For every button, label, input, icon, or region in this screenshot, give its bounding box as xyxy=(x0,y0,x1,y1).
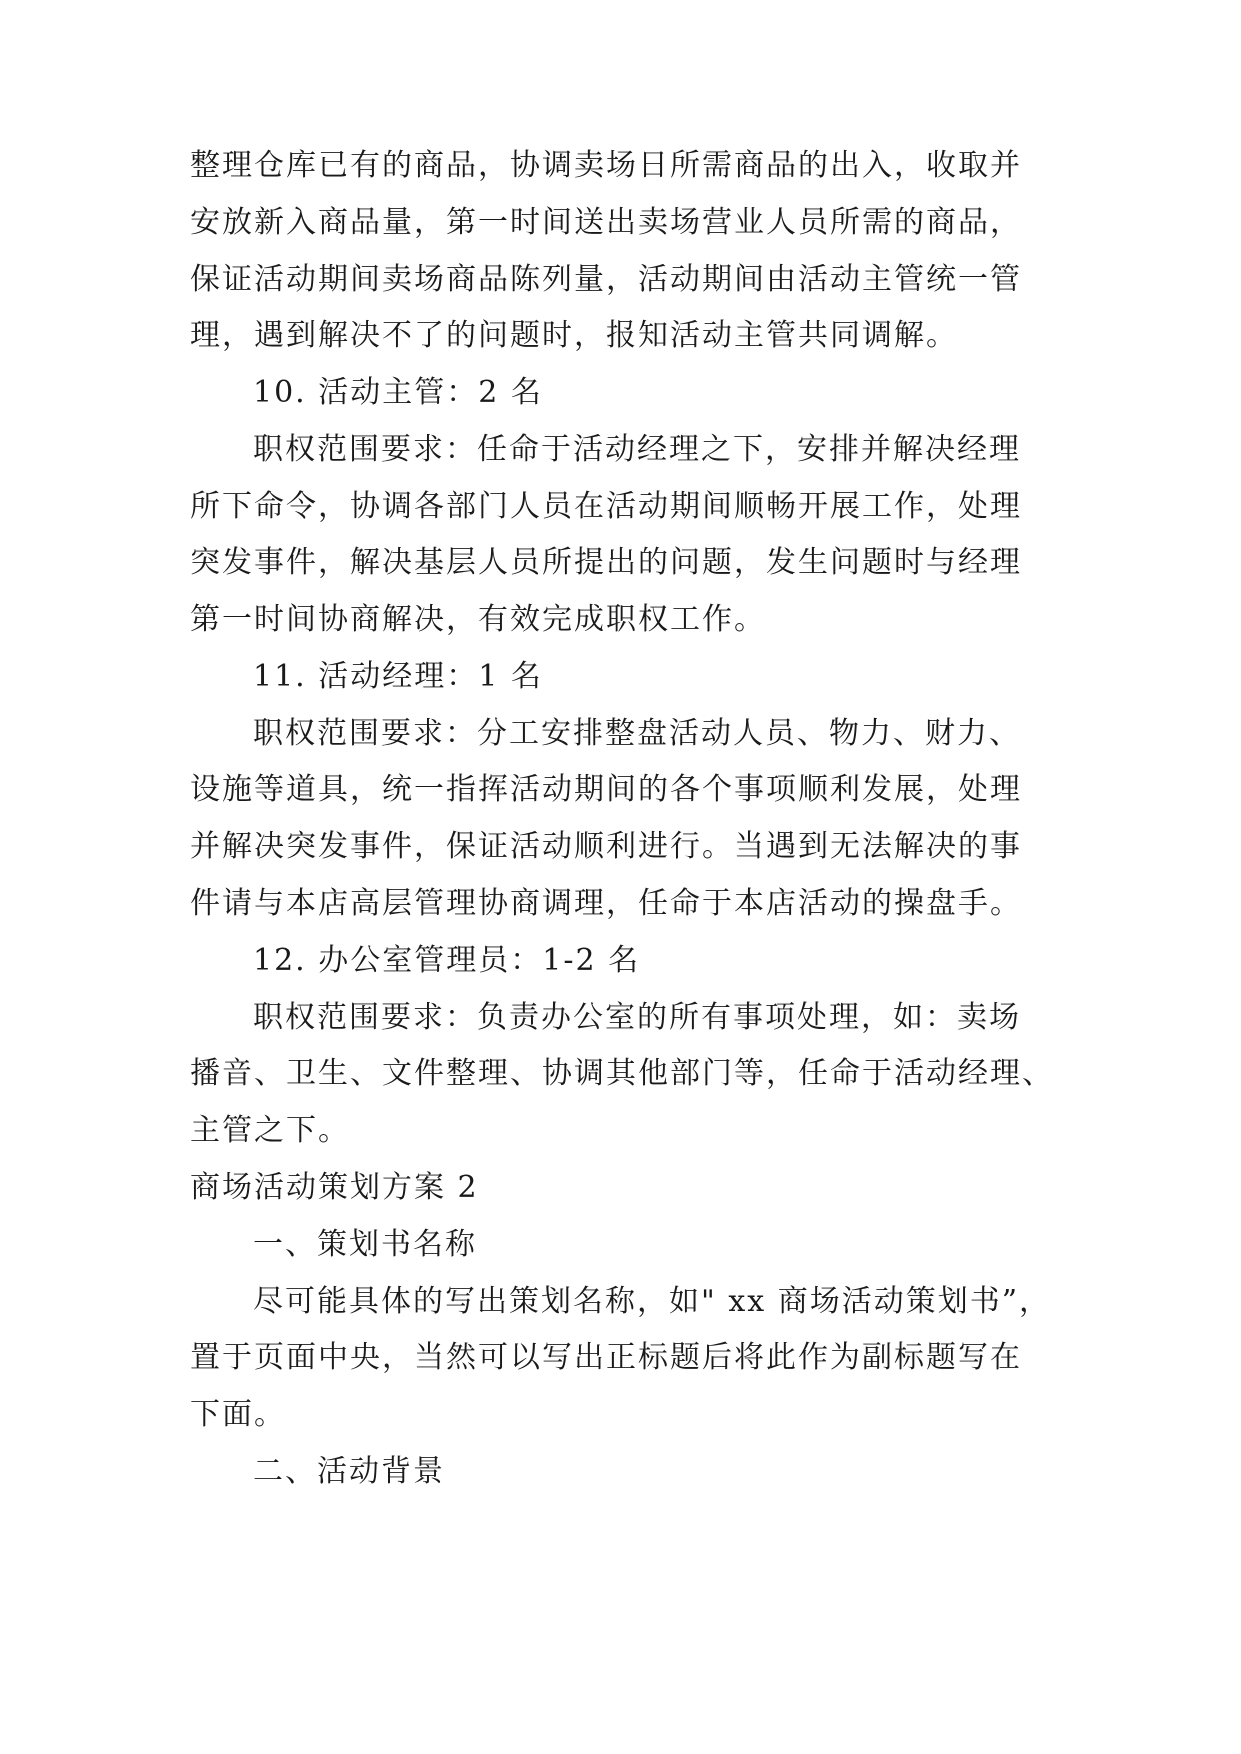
section-heading: 11. 活动经理：1 名 xyxy=(253,659,543,694)
paragraph-line: 保证活动期间卖场商品陈列量，活动期间由活动主管统一管 xyxy=(190,262,1022,297)
paragraph-line: 职权范围要求：分工安排整盘活动人员、物力、财力、 xyxy=(253,716,1021,751)
paragraph-line: 整理仓库已有的商品，协调卖场日所需商品的出入，收取并 xyxy=(190,148,1022,183)
section-heading: 二、活动背景 xyxy=(253,1454,445,1489)
paragraph-line: 并解决突发事件，保证活动顺利进行。当遇到无法解决的事 xyxy=(190,829,1022,864)
section-heading: 一、策划书名称 xyxy=(253,1227,477,1262)
paragraph-line: 尽可能具体的写出策划名称，如" xx 商场活动策划书”， xyxy=(253,1284,1052,1319)
paragraph-line: 职权范围要求：负责办公室的所有事项处理，如：卖场 xyxy=(253,1000,1021,1035)
paragraph-line: 播音、卫生、文件整理、协调其他部门等，任命于活动经理、 xyxy=(190,1056,1054,1091)
paragraph-line: 职权范围要求：任命于活动经理之下，安排并解决经理 xyxy=(253,432,1021,467)
section-heading: 12. 办公室管理员：1-2 名 xyxy=(253,943,641,978)
paragraph-line: 下面。 xyxy=(190,1397,286,1432)
paragraph-line: 置于页面中央，当然可以写出正标题后将此作为副标题写在 xyxy=(190,1340,1022,1375)
paragraph-line: 第一时间协商解决，有效完成职权工作。 xyxy=(190,602,766,637)
paragraph-line: 所下命令，协调各部门人员在活动期间顺畅开展工作，处理 xyxy=(190,489,1022,524)
document-title: 商场活动策划方案 2 xyxy=(190,1170,479,1205)
paragraph-line: 理，遇到解决不了的问题时，报知活动主管共同调解。 xyxy=(190,318,958,353)
paragraph-line: 设施等道具，统一指挥活动期间的各个事项顺利发展，处理 xyxy=(190,772,1022,807)
paragraph-line: 件请与本店高层管理协商调理，任命于本店活动的操盘手。 xyxy=(190,886,1022,921)
section-heading: 10. 活动主管：2 名 xyxy=(253,375,543,410)
paragraph-line: 安放新入商品量，第一时间送出卖场营业人员所需的商品， xyxy=(190,205,1022,240)
paragraph-line: 突发事件，解决基层人员所提出的问题，发生问题时与经理 xyxy=(190,545,1022,580)
paragraph-line: 主管之下。 xyxy=(190,1113,350,1148)
